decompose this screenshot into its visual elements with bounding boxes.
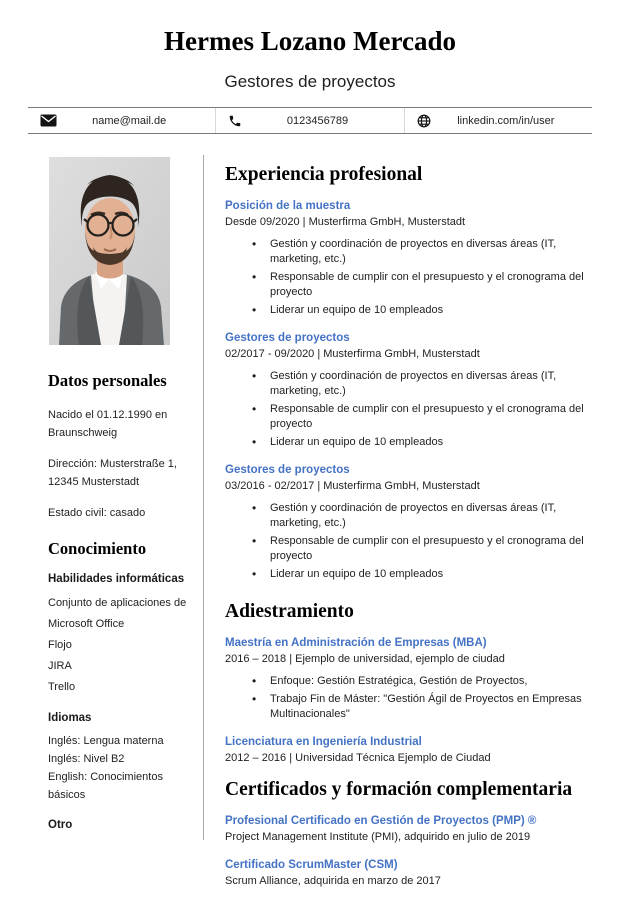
entry-bullets [225, 237, 595, 318]
bullet-item: • Liderar un equipo de 10 empleados [252, 435, 595, 450]
main-column [225, 164, 595, 902]
experience-heading: Experiencia profesional [225, 164, 423, 185]
bullet-item: • Liderar un equipo de 10 empleados [252, 567, 595, 582]
entry-meta: 2016 – 2018 | Ejemplo de universidad, ejemplo de ciudad [225, 653, 505, 665]
sidebar [48, 371, 196, 839]
skill-item: JIRA [48, 660, 72, 672]
entry-meta: Project Management Institute (PMI), adquirido en julio de 2019 [225, 831, 531, 843]
skill-item: Conjunto de aplicaciones de Microsoft Office [48, 597, 187, 630]
entry-title: Certificado ScrumMaster (CSM) [225, 859, 398, 871]
profile-photo [49, 157, 170, 345]
page-title: Hermes Lozano Mercado [164, 26, 456, 56]
languages-list [48, 732, 196, 804]
email-value: name@mail.de [92, 114, 167, 127]
bullet-item: • Gestión y coordinación de proyectos en diversas áreas (IT, marketing, etc.) [252, 237, 595, 267]
entry-meta: 02/2017 - 09/2020 | Musterfirma GmbH, Musterstadt [225, 348, 480, 360]
experience-entry [225, 463, 595, 582]
mail-icon [40, 113, 57, 128]
entry-meta: 2012 – 2016 | Universidad Técnica Ejemplo de Ciudad [225, 752, 491, 764]
job-title: Gestores de proyectos [224, 72, 396, 91]
phone-icon [228, 113, 245, 128]
skill-item: Flojo [48, 639, 72, 651]
address-line: Dirección: Musterstraße 1, 12345 Musterstadt [48, 458, 177, 488]
certificate-entry [225, 814, 595, 845]
education-heading: Adiestramiento [225, 601, 354, 622]
contact-email [28, 108, 215, 133]
other-heading: Otro [48, 819, 73, 831]
bullet-item: • Gestión y coordinación de proyectos en diversas áreas (IT, marketing, etc.) [252, 369, 595, 399]
languages-heading: Idiomas [48, 712, 92, 724]
bullet-item: • Responsable de cumplir con el presupuesto y el cronograma del proyecto [252, 270, 595, 300]
entry-bullets [225, 501, 595, 582]
contact-bar [28, 107, 592, 134]
website-value: linkedin.com/in/user [457, 114, 555, 127]
birth-line: Nacido el 01.12.1990 en Braunschweig [48, 409, 168, 439]
skill-item: Trello [48, 681, 76, 693]
certificate-entry [225, 858, 595, 889]
entry-meta: Scrum Alliance, adquirida en marzo de 2017 [225, 875, 441, 887]
bullet-item: • Responsable de cumplir con el presupuesto y el cronograma del proyecto [252, 534, 595, 564]
it-skills-list [48, 593, 196, 698]
column-divider [203, 155, 204, 840]
entry-title: Posición de la muestra [225, 200, 351, 212]
entry-bullets [225, 674, 595, 722]
education-entry [225, 636, 595, 722]
knowledge-heading: Conocimiento [48, 539, 147, 558]
phone-value: 0123456789 [286, 114, 349, 127]
bullet-item: • Enfoque: Gestión Estratégica, Gestión de Proyectos, [252, 674, 595, 689]
bullet-item: • Gestión y coordinación de proyectos en diversas áreas (IT, marketing, etc.) [252, 501, 595, 531]
entry-title: Maestría en Administración de Empresas (MBA) [225, 637, 487, 649]
entry-title: Profesional Certificado en Gestión de Proyectos (PMP) ® [225, 815, 537, 827]
contact-phone [215, 108, 403, 133]
entry-title: Gestores de proyectos [225, 332, 350, 344]
bullet-item: • Responsable de cumplir con el presupuesto y el cronograma del proyecto [252, 402, 595, 432]
bullet-item: • Liderar un equipo de 10 empleados [252, 303, 595, 318]
experience-entry [225, 199, 595, 318]
language-item: Inglés: Nivel B2 [48, 753, 125, 765]
entry-meta: Desde 09/2020 | Musterfirma GmbH, Musterstadt [225, 216, 466, 228]
globe-icon [417, 113, 434, 128]
marital-line: Estado civil: casado [48, 507, 146, 519]
entry-title: Licenciatura en Ingeniería Industrial [225, 736, 422, 748]
experience-entry [225, 331, 595, 450]
entry-meta: 03/2016 - 02/2017 | Musterfirma GmbH, Musterstadt [225, 480, 480, 492]
entry-bullets [225, 369, 595, 450]
it-skills-heading: Habilidades informáticas [48, 573, 185, 585]
certificates-heading: Certificados y formación complementaria [225, 779, 573, 800]
language-item: Inglés: Lengua materna [48, 735, 164, 747]
entry-title: Gestores de proyectos [225, 464, 350, 476]
contact-website [404, 108, 592, 133]
language-item: English: Conocimientos básicos [48, 771, 163, 801]
education-entry [225, 735, 595, 766]
personal-heading: Datos personales [48, 371, 167, 390]
bullet-item: • Trabajo Fin de Máster: "Gestión Ágil de Proyectos en Empresas Multinacionales" [252, 692, 595, 722]
